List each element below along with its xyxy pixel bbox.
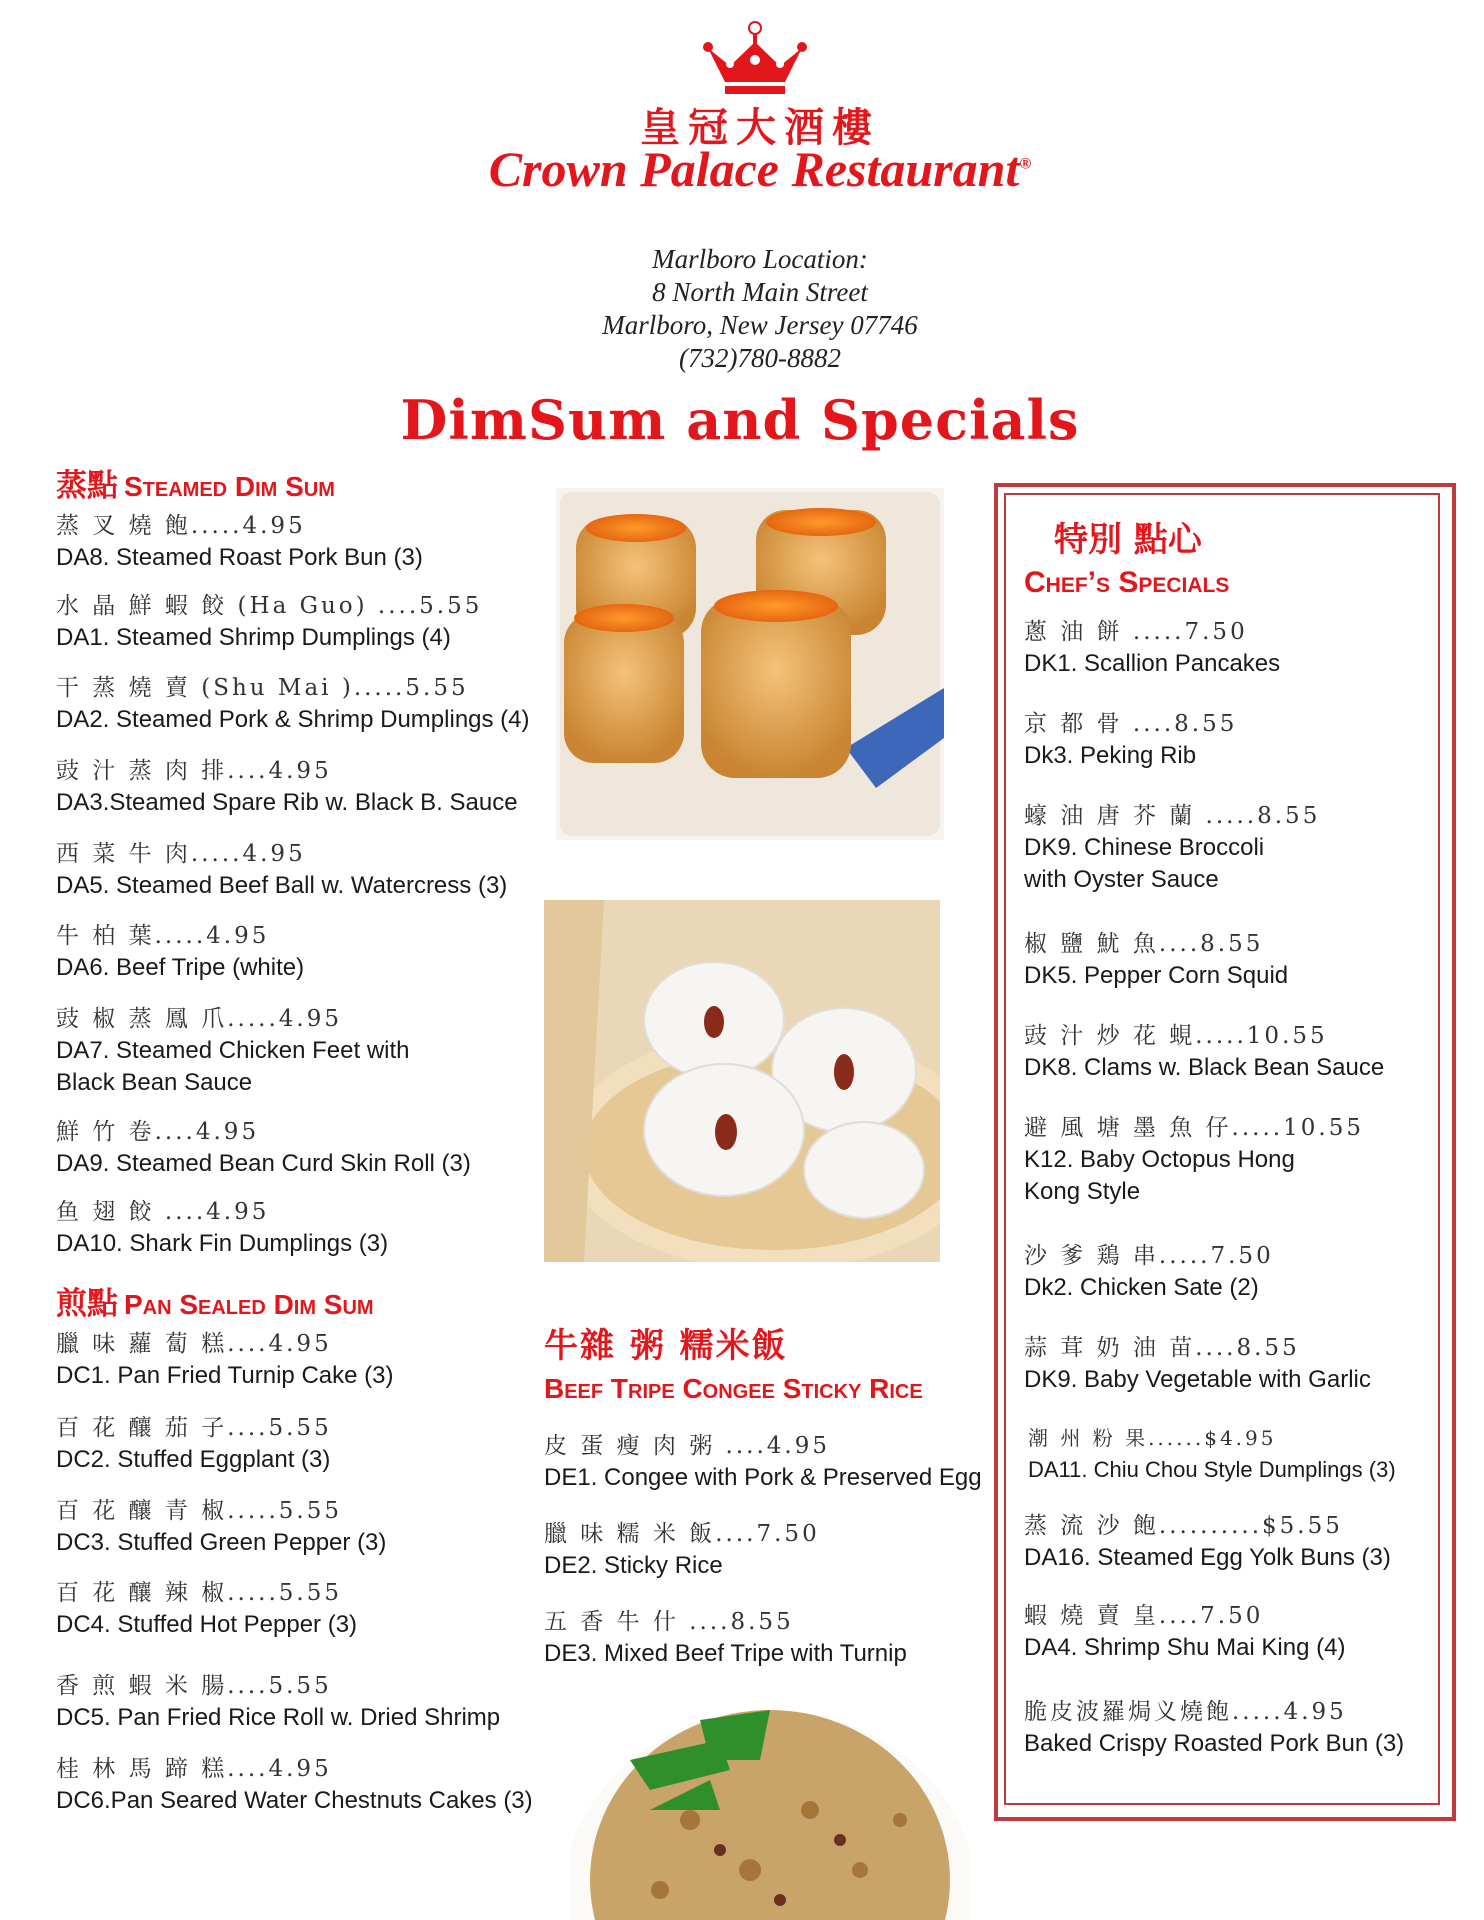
menu-item — [1028, 1422, 1396, 1486]
menu-item — [1024, 708, 1237, 772]
item-cn: 鮮 竹 卷....4.95 — [56, 1119, 260, 1145]
item-cn: 皮 蛋 瘦 肉 粥 ....4.95 — [544, 1433, 831, 1459]
item-cn: 臘 味 糯 米 飯....7.50 — [544, 1521, 820, 1547]
item-en: DK9. Chinese Broccoli — [1024, 834, 1265, 861]
item-cn: 蒸 流 沙 飽..........$5.55 — [1024, 1513, 1343, 1539]
steamed-heading-cn: 蒸點 — [56, 468, 118, 504]
restaurant-chinese-name: 皇冠大酒樓 — [640, 104, 880, 151]
item-cn: 五 香 牛 什 ....8.55 — [544, 1609, 794, 1635]
page-title: DimSum and Specials — [400, 388, 1080, 452]
item-cn: 京 都 骨 ....8.55 — [1024, 711, 1238, 737]
item-en: DA7. Steamed Chicken Feet with — [56, 1037, 410, 1064]
menu-item — [56, 920, 304, 984]
item-cn: 豉 汁 炒 花 蜆.....10.55 — [1024, 1023, 1328, 1049]
menu-item — [544, 1430, 982, 1494]
menu-item — [56, 1670, 500, 1734]
item-cn: 蠔 油 唐 芥 蘭 .....8.55 — [1024, 803, 1321, 829]
pan-heading-en: Pan Sealed Dim Sum — [124, 1289, 374, 1320]
menu-item — [56, 1003, 410, 1099]
item-cn: 椒 鹽 魷 魚....8.55 — [1024, 931, 1264, 957]
address-line: 8 North Main Street — [652, 277, 868, 307]
item-en: Dk2. Chicken Sate (2) — [1024, 1274, 1259, 1301]
item-cn: 牛 柏 葉.....4.95 — [56, 923, 270, 949]
item-en: DA2. Steamed Pork & Shrimp Dumplings (4) — [56, 706, 530, 733]
item-cn: 香 煎 蝦 米 腸....5.55 — [56, 1673, 332, 1699]
menu-item — [1024, 1510, 1391, 1574]
item-en: DE3. Mixed Beef Tripe with Turnip — [544, 1640, 907, 1667]
item-cn: 沙 爹 鶏 串.....7.50 — [1024, 1243, 1274, 1269]
item-en: DC4. Stuffed Hot Pepper (3) — [56, 1611, 358, 1638]
menu-item — [544, 1518, 820, 1582]
menu-item — [56, 672, 530, 736]
menu-item — [544, 1606, 907, 1670]
item-cn: 百 花 釀 茄 子....5.55 — [56, 1415, 332, 1441]
chef-heading-en: Chef’s Specials — [1024, 566, 1230, 599]
steamed-heading-en: Steamed Dim Sum — [124, 471, 335, 502]
item-cn: 水 晶 鮮 蝦 餃 (Ha Guo) ....5.55 — [56, 593, 483, 619]
item-cn: 蒸 叉 燒 飽.....4.95 — [56, 513, 306, 539]
menu-item — [56, 1412, 332, 1476]
item-en: DK1. Scallion Pancakes — [1024, 650, 1281, 677]
shumai-photo — [556, 488, 944, 840]
menu-item — [1024, 1240, 1274, 1304]
item-en: DA1. Steamed Shrimp Dumplings (4) — [56, 624, 451, 651]
item-en: DC1. Pan Fried Turnip Cake (3) — [56, 1362, 394, 1389]
item-en: DC6.Pan Seared Water Chestnuts Cakes (3) — [56, 1787, 533, 1814]
item-en: Baked Crispy Roasted Pork Bun (3) — [1024, 1730, 1405, 1757]
menu-item — [1024, 1600, 1345, 1664]
pan-heading-cn: 煎點 — [56, 1286, 118, 1322]
registered-mark: ® — [1019, 155, 1032, 173]
item-cn: 脆皮波羅焗义燒飽.....4.95 — [1024, 1699, 1347, 1725]
item-en: DA5. Steamed Beef Ball w. Watercress (3) — [56, 872, 508, 899]
sticky-rice-photo — [570, 1700, 970, 1920]
item-cn: 西 菜 牛 肉.....4.95 — [56, 841, 306, 867]
item-cn: 干 蒸 燒 賣 (Shu Mai ).....5.55 — [56, 675, 469, 701]
chef-heading-cn: 特別 點心 — [1054, 520, 1202, 560]
menu-item — [56, 1196, 388, 1260]
item-en: DA6. Beef Tripe (white) — [56, 954, 305, 981]
item-en: DA4. Shrimp Shu Mai King (4) — [1024, 1634, 1346, 1661]
menu-item — [56, 1116, 471, 1180]
menu-item — [56, 1495, 386, 1559]
menu-item — [1024, 1112, 1364, 1208]
phone-number: (732)780-8882 — [679, 343, 841, 373]
menu-item — [1024, 800, 1320, 896]
item-cn: 潮 州 粉 果......$4.95 — [1028, 1426, 1277, 1450]
item-en-line2: with Oyster Sauce — [1024, 866, 1219, 893]
item-cn: 豉 汁 蒸 肉 排....4.95 — [56, 758, 332, 784]
item-cn: 避 風 塘 墨 魚 仔.....10.55 — [1024, 1115, 1364, 1141]
menu-item — [56, 590, 482, 654]
restaurant-name-text: Crown Palace Restaurant — [488, 141, 1020, 197]
item-en: K12. Baby Octopus Hong — [1024, 1146, 1295, 1173]
congee-heading-en: Beef Tripe Congee Sticky Rice — [544, 1373, 923, 1404]
address-line: Marlboro Location: — [652, 244, 868, 274]
menu-item — [56, 1753, 533, 1817]
menu-item — [1024, 1332, 1371, 1396]
item-en: DK9. Baby Vegetable with Garlic — [1024, 1366, 1371, 1393]
item-en: DA8. Steamed Roast Pork Bun (3) — [56, 544, 423, 571]
menu-item — [56, 1577, 357, 1641]
steamed-section-heading — [56, 460, 335, 505]
item-en-line2: Kong Style — [1024, 1178, 1141, 1205]
item-en: DC3. Stuffed Green Pepper (3) — [56, 1529, 387, 1556]
menu-item — [56, 755, 518, 819]
item-cn: 百 花 釀 青 椒.....5.55 — [56, 1498, 343, 1524]
crown-logo-icon — [700, 20, 810, 100]
item-cn: 蒜 茸 奶 油 苗....8.55 — [1024, 1335, 1300, 1361]
restaurant-english-name — [440, 140, 1080, 198]
menu-item — [1024, 1020, 1384, 1084]
item-en: Dk3. Peking Rib — [1024, 742, 1197, 769]
item-cn: 百 花 釀 辣 椒.....5.55 — [56, 1580, 343, 1606]
menu-item — [1024, 616, 1280, 680]
item-en-line2: Black Bean Sauce — [56, 1069, 253, 1096]
congee-section-heading — [544, 1318, 923, 1405]
congee-heading-cn: 牛雜 粥 糯米飯 — [544, 1326, 788, 1366]
item-en: DA3.Steamed Spare Rib w. Black B. Sauce — [56, 789, 518, 816]
item-en: DC2. Stuffed Eggplant (3) — [56, 1446, 331, 1473]
item-en: DC5. Pan Fried Rice Roll w. Dried Shrimp — [56, 1704, 501, 1731]
menu-item — [56, 510, 423, 574]
item-en: DK8. Clams w. Black Bean Sauce — [1024, 1054, 1385, 1081]
pan-section-heading — [56, 1278, 374, 1323]
item-cn: 蝦 燒 賣 皇....7.50 — [1024, 1603, 1264, 1629]
address-line: Marlboro, New Jersey 07746 — [602, 310, 918, 340]
item-en: DK5. Pepper Corn Squid — [1024, 962, 1289, 989]
item-cn: 鱼 翅 餃 ....4.95 — [56, 1199, 270, 1225]
item-cn: 豉 椒 蒸 鳳 爪.....4.95 — [56, 1006, 343, 1032]
menu-item — [56, 838, 507, 902]
item-en: DE2. Sticky Rice — [544, 1552, 723, 1579]
location-address — [500, 243, 1020, 375]
menu-item — [1024, 1696, 1404, 1760]
item-en: DA9. Steamed Bean Curd Skin Roll (3) — [56, 1150, 471, 1177]
menu-item — [56, 1328, 393, 1392]
item-en: DA10. Shark Fin Dumplings (3) — [56, 1230, 389, 1257]
item-cn: 臘 味 蘿 蔔 糕....4.95 — [56, 1331, 332, 1357]
item-cn: 蔥 油 餅 .....7.50 — [1024, 619, 1248, 645]
item-en: DA16. Steamed Egg Yolk Buns (3) — [1024, 1544, 1391, 1571]
item-en: DE1. Congee with Pork & Preserved Egg — [544, 1464, 982, 1491]
bbq-pork-bun-photo — [544, 900, 940, 1262]
item-cn: 桂 林 馬 蹄 糕....4.95 — [56, 1756, 332, 1782]
item-en: DA11. Chiu Chou Style Dumplings (3) — [1028, 1457, 1396, 1482]
menu-item — [1024, 928, 1288, 992]
